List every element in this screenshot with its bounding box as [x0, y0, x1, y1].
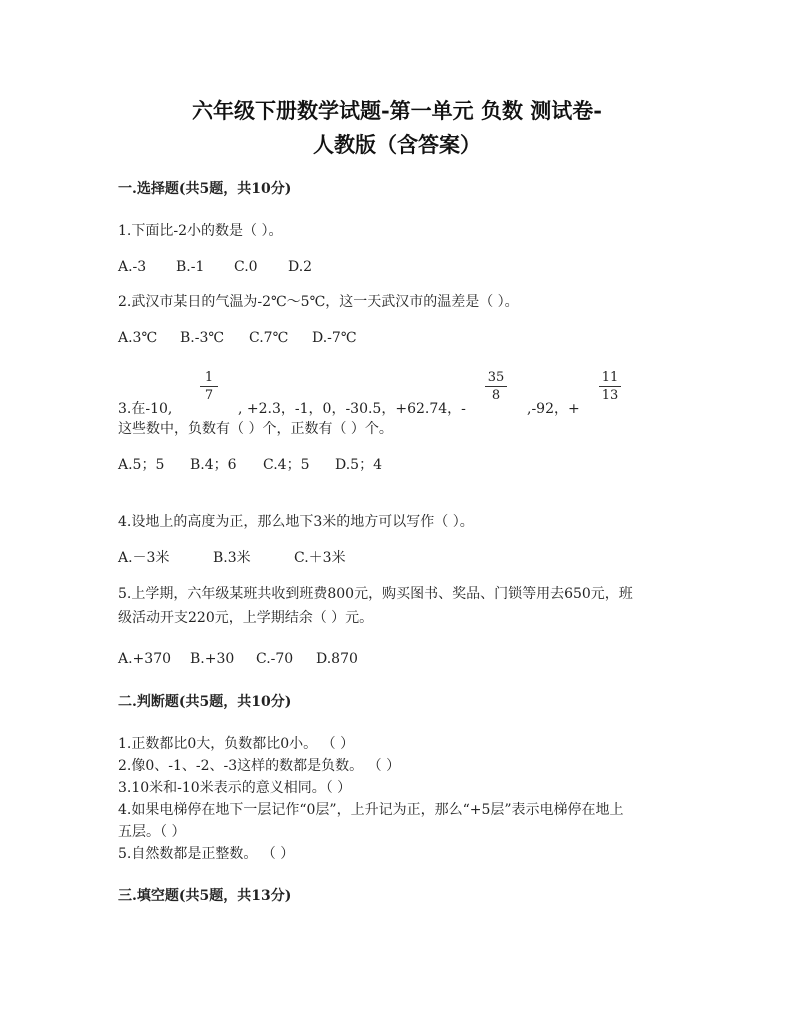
q5-line2: 级活动开支220元，上学期结余（ ）元。 [118, 610, 374, 626]
q3-option-a: A.5；5 [118, 457, 165, 473]
judge-item-4: 4.如果电梯停在地下一层记作“0层”，上升记为正，那么“+5层”表示电梯停在地上 [118, 802, 624, 818]
q3-middle: , +2.3，-1，0，-30.5，+62.74，- [238, 401, 466, 417]
q3-fraction-1-bar [200, 386, 218, 387]
q1-stem: 1.下面比-2小的数是（ ）。 [118, 223, 283, 239]
q1-option-b: B.-1 [176, 259, 205, 275]
q3-fraction-2 [485, 370, 507, 403]
section1-heading: 一.选择题(共5题，共10分) [118, 181, 292, 197]
q3-option-b: B.4；6 [190, 457, 237, 473]
q3-fraction-2-bar [485, 386, 507, 387]
q3-option-d: D.5；4 [335, 457, 382, 473]
q3-fraction-1 [200, 370, 218, 403]
q3-fraction-2-denominator: 8 [491, 388, 501, 403]
q3-fraction-1-numerator: 1 [204, 370, 214, 385]
q3-line2: 这些数中，负数有（ ）个，正数有（ ）个。 [118, 421, 393, 437]
q2-option-b: B.-3℃ [180, 330, 225, 346]
q2-stem: 2.武汉市某日的气温为-2℃～5℃，这一天武汉市的温差是（ ）。 [118, 294, 519, 310]
q1-option-d: D.2 [288, 259, 313, 275]
q5-option-d: D.870 [316, 651, 358, 667]
section3-heading: 三.填空题(共5题，共13分) [118, 888, 292, 904]
q3-fraction-3-bar [599, 386, 621, 387]
q5-option-a: A.+370 [118, 651, 172, 667]
judge-item-1: 1.正数都比0大，负数都比0小。 （ ） [118, 736, 355, 752]
judge-item-5: 5.自然数都是正整数。 （ ） [118, 846, 295, 862]
q3-fraction-3-denominator: 13 [601, 388, 619, 403]
q4-option-b: B.3米 [213, 550, 251, 566]
q5-option-c: C.-70 [256, 651, 294, 667]
q2-option-a: A.3℃ [118, 330, 158, 346]
q5-option-b: B.+30 [190, 651, 235, 667]
judge-item-4-continued: 五层。（ ） [118, 824, 186, 840]
judge-item-3: 3.10米和-10米表示的意义相同。（ ） [118, 780, 352, 796]
q3-fraction-2-numerator: 35 [487, 370, 505, 385]
document-title-line2: 人教版（含答案） [313, 132, 481, 157]
q3-option-c: C.4；5 [263, 457, 310, 473]
q1-option-c: C.0 [234, 259, 258, 275]
q3-fraction-3-numerator: 11 [601, 370, 619, 385]
document-title-line1: 六年级下册数学试题-第一单元 负数 测试卷- [191, 98, 603, 123]
judge-item-2: 2.像0、-1、-2、-3这样的数都是负数。 （ ） [118, 758, 401, 774]
q5-line1: 5.上学期，六年级某班共收到班费800元，购买图书、奖品、门锁等用去650元，班 [118, 586, 633, 602]
q4-option-a: A.－3米 [118, 550, 170, 566]
q3-after: ,-92，+ [527, 401, 580, 417]
q1-option-a: A.-3 [118, 259, 147, 275]
q4-stem: 4.设地上的高度为正，那么地下3米的地方可以写作（ ）。 [118, 514, 474, 530]
q4-option-c: C.＋3米 [294, 550, 346, 566]
q3-fraction-1-denominator: 7 [204, 388, 214, 403]
q3-fraction-3 [599, 370, 621, 403]
q2-option-c: C.7℃ [249, 330, 289, 346]
q3-prefix: 3.在-10, [118, 401, 173, 417]
q2-option-d: D.-7℃ [312, 330, 357, 346]
section2-heading: 二.判断题(共5题，共10分) [118, 694, 292, 710]
